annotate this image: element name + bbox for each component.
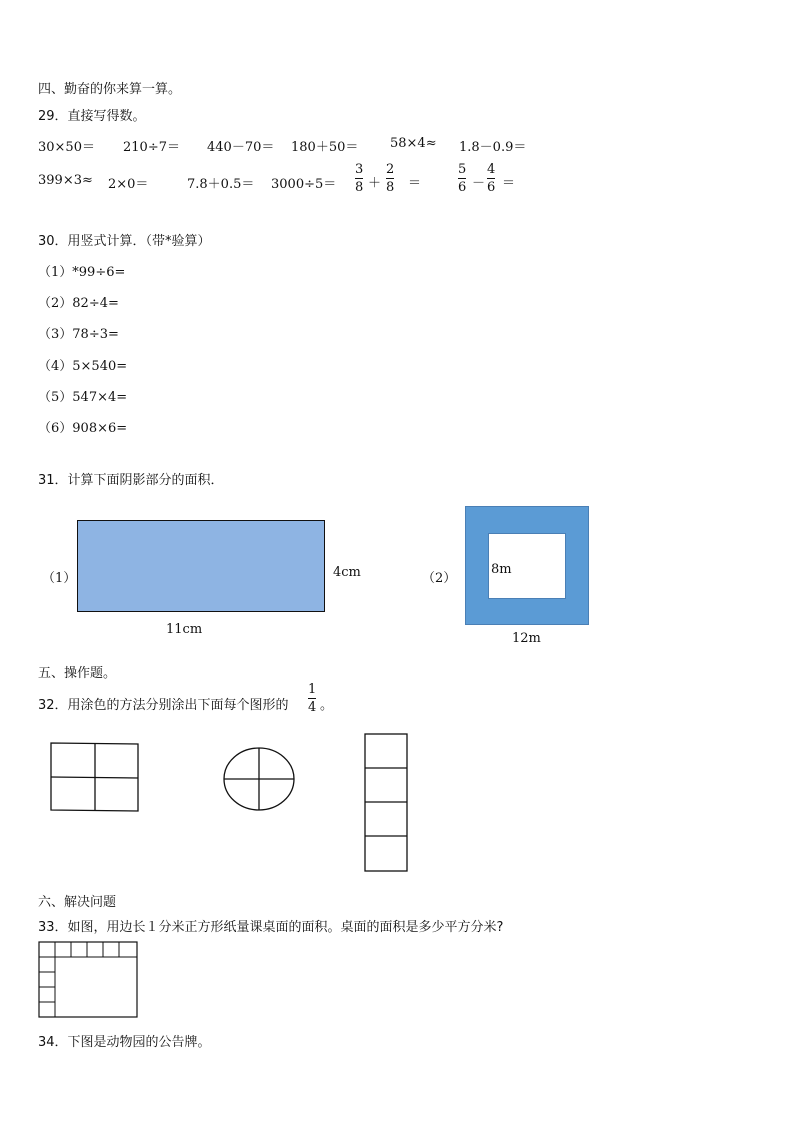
list-item: （3）78÷3=: [38, 327, 119, 342]
figure-label: （1）: [42, 571, 77, 586]
question-title: 33．如图，用边长１分米正方形纸量课桌面的面积。桌面的面积是多少平方分米?: [38, 920, 504, 935]
dimension-label: 12m: [512, 631, 541, 646]
question-title: 34．下图是动物园的公告牌。: [38, 1035, 211, 1050]
fraction: [458, 162, 466, 195]
denominator: 8: [386, 180, 395, 195]
numerator: 1: [308, 682, 317, 697]
figure-label: （2）: [422, 571, 457, 586]
shaded-square-frame: [465, 506, 589, 625]
fraction: [487, 162, 495, 195]
section-heading: 四、勤奋的你来算一算。: [38, 82, 182, 97]
dimension-label: 4cm: [333, 565, 361, 580]
section-heading: 六、解决问题: [38, 895, 117, 910]
list-item: （5）547×4=: [38, 390, 128, 405]
list-item: （6）908×6=: [38, 421, 128, 436]
calc-item: 1.8－0.9＝: [459, 140, 527, 155]
calc-item: 2×0＝: [108, 177, 149, 192]
question-title: 29．直接写得数。: [38, 109, 146, 124]
dimension-label: 8m: [491, 562, 512, 577]
denominator: 4: [308, 700, 317, 715]
calc-item: 30×50＝: [38, 140, 95, 155]
calc-item: 210÷7＝: [123, 140, 180, 155]
calc-item: 7.8＋0.5＝: [187, 177, 255, 192]
calc-item: 58×4≈: [390, 136, 437, 151]
dimension-label: 11cm: [166, 622, 203, 637]
numerator: 4: [487, 162, 496, 177]
fraction: [308, 682, 316, 715]
calc-item: 3000÷5＝: [271, 177, 337, 192]
section-heading: 五、操作题。: [38, 666, 117, 681]
list-item: （2）82÷4=: [38, 296, 119, 311]
denominator: 6: [458, 180, 467, 195]
numerator: 3: [355, 162, 364, 177]
circle-quarters-figure: [220, 744, 298, 814]
denominator: 8: [355, 180, 364, 195]
equals-sign: ＝: [408, 176, 422, 191]
numerator: 2: [386, 162, 395, 177]
question-title: 32．用涂色的方法分别涂出下面每个图形的: [38, 698, 289, 713]
calc-item: 399×3≈: [38, 173, 93, 188]
numerator: 5: [458, 162, 467, 177]
equals-sign: ＝: [502, 176, 516, 191]
desk-grid-figure: [37, 940, 141, 1020]
fraction: [355, 162, 363, 195]
calc-item: 180＋50＝: [291, 140, 359, 155]
question-title-end: 。: [320, 698, 334, 713]
list-item: （1）*99÷6=: [38, 265, 126, 280]
fraction: [386, 162, 394, 195]
question-title: 31．计算下面阴影部分的面积．: [38, 473, 224, 488]
denominator: 6: [487, 180, 496, 195]
vertical-strip-figure: [361, 732, 411, 874]
shaded-rectangle: [77, 520, 325, 612]
operator: －: [472, 176, 486, 191]
operator: ＋: [368, 176, 382, 191]
grid-2x2-figure: [48, 740, 142, 814]
question-title: 30．用竖式计算．（带*验算）: [38, 234, 211, 249]
calc-item: 440－70＝: [207, 140, 275, 155]
list-item: （4）5×540=: [38, 359, 128, 374]
